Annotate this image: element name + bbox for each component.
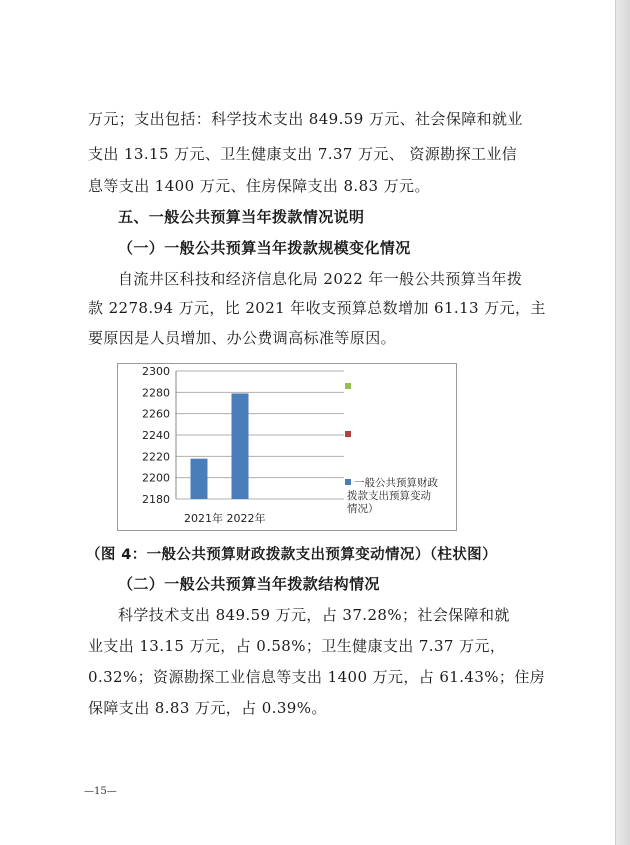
legend-marker-red bbox=[345, 431, 351, 437]
section-heading: 五、一般公共预算当年拨款情况说明 bbox=[118, 208, 365, 226]
paragraph-line: 万元；支出包括：科学技术支出 849.59 万元、社会保障和就业 bbox=[88, 110, 523, 128]
bar-2022 bbox=[232, 393, 249, 499]
legend-text: 一般公共预算财政 bbox=[354, 477, 438, 489]
paragraph-line: 要原因是人员增加、办公费调高标准等原因。 bbox=[88, 329, 397, 347]
y-tick-label: 2200 bbox=[142, 471, 170, 485]
subsection-heading: （二）一般公共预算当年拨款结构情况 bbox=[118, 575, 380, 593]
paragraph-line: 科学技术支出 849.59 万元，占 37.28%；社会保障和就 bbox=[118, 606, 510, 624]
x-axis-label: 2021年 2022年 bbox=[184, 512, 266, 525]
legend-text: 情况） bbox=[347, 503, 379, 515]
legend-marker-green bbox=[345, 383, 351, 389]
paragraph-line: 息等支出 1400 万元、住房保障支出 8.83 万元。 bbox=[88, 177, 430, 195]
y-tick-label: 2300 bbox=[142, 365, 170, 378]
paragraph-line: 自流井区科技和经济信息化局 2022 年一般公共预算当年拨 bbox=[118, 270, 523, 288]
y-tick-label: 2260 bbox=[142, 407, 170, 421]
y-tick-label: 2280 bbox=[142, 386, 170, 400]
figure-caption: （图 4：一般公共预算财政拨款支出预算变动情况）（柱状图） bbox=[86, 547, 497, 563]
y-tick-label: 2240 bbox=[142, 429, 170, 442]
chart-canvas bbox=[118, 364, 456, 530]
bar-2021 bbox=[191, 459, 208, 499]
legend-text: 拨款支出预算变动 bbox=[347, 490, 431, 502]
paragraph-line: 支出 13.15 万元、卫生健康支出 7.37 万元、 资源勘探工业信 bbox=[88, 145, 518, 163]
subsection-heading: （一）一般公共预算当年拨款规模变化情况 bbox=[118, 239, 411, 257]
y-tick-label: 2180 bbox=[142, 493, 170, 506]
bar-chart bbox=[117, 363, 457, 531]
page-number: —15— bbox=[84, 786, 117, 797]
paragraph-line: 款 2278.94 万元，比 2021 年收支预算总数增加 61.13 万元，主 bbox=[88, 299, 546, 317]
legend-marker-blue bbox=[345, 479, 351, 485]
page-edge-shadow bbox=[615, 0, 630, 845]
paragraph-line: 保障支出 8.83 万元，占 0.39%。 bbox=[88, 699, 327, 717]
paragraph-line: 0.32%；资源勘探工业信息等支出 1400 万元，占 61.43%；住房 bbox=[88, 668, 546, 686]
y-tick-label: 2220 bbox=[142, 450, 170, 464]
paragraph-line: 业支出 13.15 万元，占 0.58%；卫生健康支出 7.37 万元， bbox=[88, 637, 506, 655]
